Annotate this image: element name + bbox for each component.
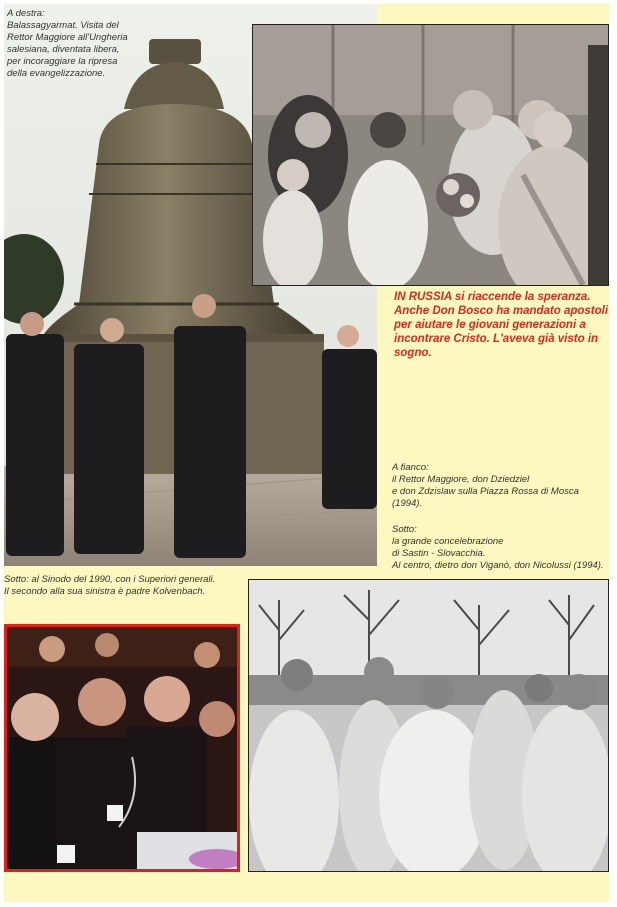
caption-sinodo-1990: [4, 574, 215, 598]
photo-balassagyarmat-visit: [252, 24, 609, 286]
concelebration-illustration: [249, 580, 608, 871]
caption-line: Il secondo alla sua sinistra è padre Kolvenbach.: [4, 586, 206, 597]
caption-line: per incoraggiare la ripresa: [7, 56, 118, 67]
headline-line: Anche Don Bosco ha mandato apostoli: [394, 305, 609, 317]
caption-sotto-sastin: [392, 524, 604, 572]
caption-line: la grande concelebrazione: [392, 536, 504, 547]
caption-line: della evangelizzazione.: [7, 68, 106, 79]
headline-line: per aiutare le giovani generazioni a: [394, 319, 586, 331]
caption-line: Al centro, dietro don Viganò, don Nicolussi (1994).: [392, 560, 604, 571]
caption-line: Rettor Maggiore all'Ungheria: [7, 32, 128, 43]
caption-line: Balassagyarmat. Visita del: [7, 20, 119, 31]
headline-line: IN RUSSIA si riaccende la speranza.: [394, 291, 591, 303]
caption-balassagyarmat: [7, 8, 128, 80]
caption-line: A fianco:: [392, 462, 429, 473]
caption-line: Sotto: al Sinodo del 1990, con i Superiori generali.: [4, 574, 216, 585]
caption-line: A destra:: [7, 8, 45, 19]
caption-line: salesiana, diventata libera,: [7, 44, 120, 55]
synod-illustration: [7, 627, 237, 869]
bw-photo-illustration: [253, 25, 609, 286]
magazine-page: [4, 4, 609, 902]
caption-line: e don Zdzislaw sulla Piazza Rossa di Mosca (1994).: [392, 486, 579, 509]
photo-synod-1990: [4, 624, 240, 872]
caption-line: di Sastin - Slovacchia.: [392, 548, 486, 559]
headline-line: incontrare Cristo. L'aveva già visto in: [394, 333, 599, 345]
caption-a-fianco: [392, 462, 609, 510]
headline-line: sogno.: [394, 347, 432, 359]
headline-russia: [394, 290, 608, 360]
photo-sastin-concelebration: [248, 579, 609, 872]
caption-line: Sotto:: [392, 524, 417, 535]
caption-line: il Rettor Maggiore, don Dziedziel: [392, 474, 530, 485]
